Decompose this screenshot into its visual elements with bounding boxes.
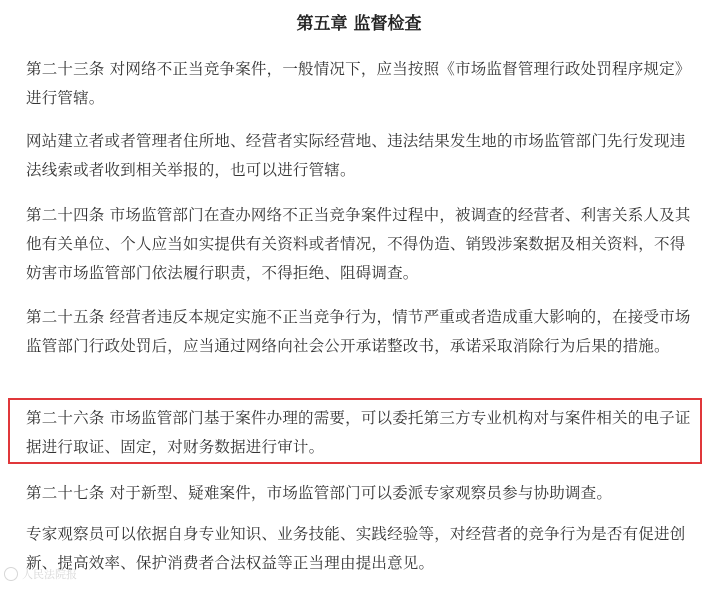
watermark-logo-icon	[4, 567, 18, 581]
watermark	[4, 566, 77, 582]
article-25-paragraph: 第二十五条 经营者违反本规定实施不正当竞争行为，情节严重或者造成重大影响的，在接受市场监管部门行政处罚后，应当通过网络向社会公开承诺整改书，承诺采取消除行为后果的措施。	[26, 308, 691, 355]
article-27-paragraph: 第二十七条 对于新型、疑难案件，市场监管部门可以委派专家观察员参与协助调查。	[26, 484, 613, 502]
expert-observer-paragraph: 专家观察员可以依据自身专业知识、业务技能、实践经验等，对经营者的竞争行为是否有促进创新、提高效率、保护消费者合法权益等正当理由提出意见。	[26, 525, 686, 572]
article-24-paragraph: 第二十四条 市场监管部门在查办网络不正当竞争案件过程中，被调查的经营者、利害关系人及其他有关单位、个人应当如实提供有关资料或者情况，不得伪造、销毁涉案数据及相关资料，不得妨害市场监管部门依法履行职责，不得拒绝、阻碍调查。	[26, 206, 691, 282]
article-23-paragraph: 第二十三条 对网络不正当竞争案件，一般情况下，应当按照《市场监督管理行政处罚程序规定》进行管辖。	[26, 60, 691, 107]
watermark-text: 人民法院报	[22, 568, 77, 581]
article-23-jurisdiction-paragraph: 网站建立者或者管理者住所地、经营者实际经营地、违法结果发生地的市场监管部门先行发现违法线索或者收到相关举报的，也可以进行管辖。	[26, 132, 686, 179]
chapter-title: 第五章 监督检查	[296, 14, 422, 34]
article-26-paragraph: 第二十六条 市场监管部门基于案件办理的需要，可以委托第三方专业机构对与案件相关的电子证据进行取证、固定，对财务数据进行审计。	[26, 409, 691, 456]
